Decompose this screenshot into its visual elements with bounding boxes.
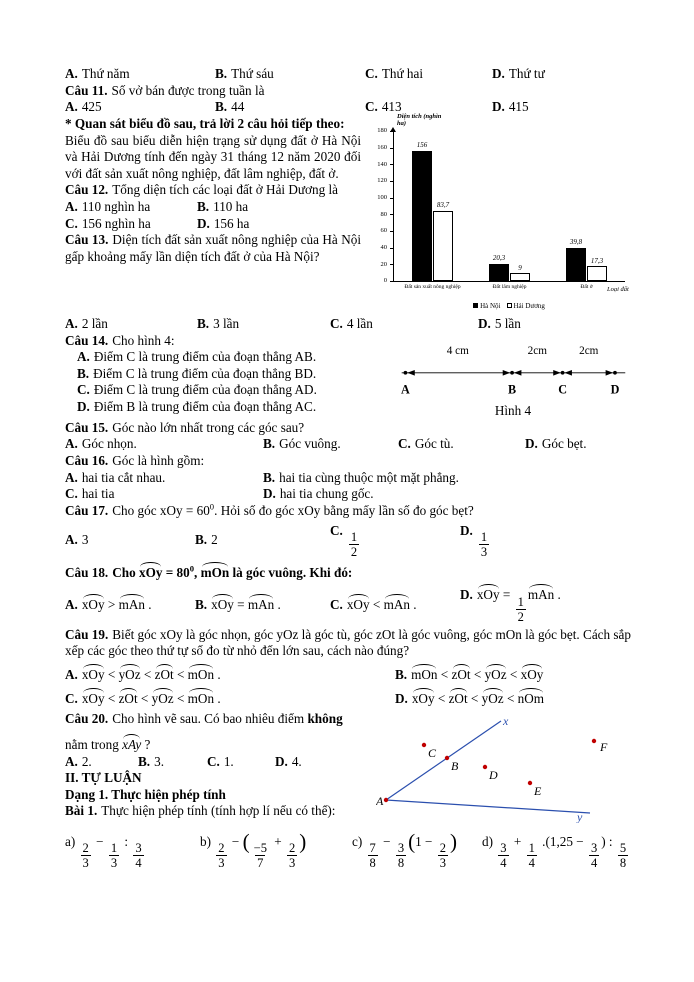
option-letter: C. [207, 753, 220, 769]
q18-options-row [65, 584, 631, 623]
option-d [275, 754, 376, 771]
option-text: xOy < mAn . [347, 597, 417, 612]
chart-legend [393, 302, 625, 311]
option-letter: A. [65, 667, 78, 683]
option-letter: C. [65, 690, 78, 706]
q14-text [65, 333, 395, 416]
q10-options-row [65, 66, 631, 83]
svg-text:x: x [503, 715, 509, 729]
option-text: 1. [223, 753, 234, 769]
expression-b: b) $\frac{2}{3}$ − ( $\frac{-5}{7}$ + $\frac{2}{3}$ ) [200, 829, 307, 871]
q16-options-row-2 [65, 486, 631, 503]
question-label: Câu 16. [65, 453, 109, 468]
question-text: Tổng diện tích các loại đất ở Hải Dương là [112, 182, 339, 198]
option-text: 156 nghìn ha [81, 215, 151, 231]
option-text: xOy < zOt < yOz < nOm [412, 691, 544, 706]
option-text: Thứ hai [381, 66, 424, 81]
option-letter: B. [138, 753, 151, 769]
chart-section-text [65, 116, 361, 266]
option-a [65, 470, 263, 487]
bar [433, 211, 453, 281]
option-text: Điểm B là trung điểm của đoạn thẳng AC. [93, 399, 317, 414]
option-letter: D. [263, 486, 276, 502]
y-tick-label: 20 [380, 260, 387, 268]
option-letter: B. [215, 99, 228, 115]
option-b [215, 99, 365, 116]
option-text: 425 [81, 99, 102, 115]
hinh4-figure-container [395, 333, 631, 420]
bar [489, 264, 509, 281]
question-15 [65, 420, 631, 437]
option-letter: D. [492, 99, 505, 115]
bai-1-label: Bài 1. [65, 803, 98, 819]
option-text: xOy < zOt < yOz < mOn . [82, 691, 221, 706]
option-d [197, 216, 361, 233]
option-text: Điểm C là trung điểm của đoạn thẳng AD. [93, 382, 317, 398]
option-text: 4. [291, 753, 302, 769]
option-text: hai tia cùng thuộc một mặt phẳng. [279, 469, 459, 485]
option-text: 3 [81, 532, 89, 548]
question-label: Câu 19. [65, 626, 109, 642]
option-text: 413 [381, 99, 402, 115]
bar-value-label: 17,3 [590, 256, 604, 265]
bar-value-label: 9 [518, 263, 522, 272]
option-text: hai tia cắt nhau. [81, 469, 166, 485]
category-label: Đất sản xuất nông nghiệp [404, 283, 461, 290]
option-text: Thứ năm [81, 66, 130, 81]
option-c [365, 66, 492, 83]
option-d [263, 486, 631, 503]
bai1-expressions-row [65, 829, 631, 871]
option-letter: C. [365, 99, 378, 115]
option-text: xOy > mAn . [82, 597, 152, 612]
option-letter: C. [330, 597, 343, 613]
question-18 [65, 562, 631, 582]
svg-text:E: E [534, 784, 542, 799]
option-text: Thứ tư [508, 66, 545, 81]
option-letter: C. [330, 522, 343, 538]
option-text: 2 [211, 532, 218, 548]
chart-title: Diện tích (nghìn ha) [397, 112, 442, 128]
bar-group [394, 132, 471, 290]
option-letter: C. [77, 382, 90, 398]
question-14 [65, 333, 395, 350]
option-text: $\frac{1}{2}$ [350, 529, 358, 559]
bar-value-label: 39,8 [569, 237, 583, 246]
option-b [263, 436, 398, 453]
angle-rays [386, 721, 590, 813]
legend-item: Hà Nội [473, 302, 500, 310]
option-text: 156 ha [213, 215, 250, 231]
svg-text:C: C [428, 746, 437, 761]
option-letter: A. [65, 469, 78, 485]
bar [587, 266, 607, 280]
option-d [478, 316, 631, 333]
q20-text [65, 711, 376, 820]
hinh4-figure [395, 341, 631, 399]
question-11 [65, 83, 631, 100]
option-letter: D. [460, 522, 473, 538]
section-2-title: II. TỰ LUẬN [65, 770, 142, 786]
option-text: Điểm C là trung điểm của đoạn thẳng AB. [93, 349, 317, 365]
option-a [65, 349, 395, 366]
option-d [65, 399, 395, 416]
svg-text:D: D [489, 768, 498, 783]
question-12 [65, 182, 361, 199]
q11-options-row [65, 99, 631, 116]
chart-x-axis-label: Loại đất [607, 285, 629, 293]
hinh4-caption: Hình 4 [494, 403, 532, 419]
option-text: hai tia chung gốc. [279, 486, 374, 502]
option-letter: B. [263, 436, 276, 452]
q13-options-row [65, 316, 631, 333]
option-letter: C. [65, 215, 78, 231]
svg-text:D: D [610, 381, 620, 396]
option-text: 5 lần [494, 315, 521, 331]
question-label: Câu 15. [65, 419, 109, 435]
option-text: 110 nghìn ha [81, 199, 151, 214]
option-letter: C. [65, 486, 78, 502]
option-letter: A. [65, 199, 78, 214]
option-letter: C. [365, 66, 378, 81]
option-a [65, 754, 138, 771]
option-b [138, 754, 207, 771]
option-letter: A. [65, 66, 78, 81]
measure-labels [447, 345, 599, 357]
svg-text:F: F [600, 740, 608, 755]
y-tick-label: 60 [380, 227, 387, 235]
y-tick-label: 160 [377, 144, 387, 152]
question-label: Câu 20. [65, 711, 109, 727]
option-text: Điểm C là trung điểm của đoạn thẳng BD. [93, 365, 317, 381]
svg-text:2cm: 2cm [527, 344, 547, 357]
svg-text:2cm: 2cm [579, 344, 599, 357]
option-letter: D. [197, 215, 210, 231]
option-text: Góc nhọn. [81, 436, 137, 452]
option-letter: A. [65, 436, 78, 452]
option-letter: B. [395, 667, 408, 683]
question-label: Câu 12. [65, 182, 109, 198]
expression-c: c) $\frac{7}{8}$ − $\frac{3}{8}$ (1 − $\frac{2}{3}$ ) [352, 829, 458, 871]
y-tick-label: 140 [377, 160, 387, 168]
bar-value-label: 156 [416, 141, 428, 150]
q20-section [65, 711, 631, 828]
option-letter: A. [65, 315, 78, 331]
option-a [65, 532, 195, 549]
q14-section [65, 333, 631, 420]
angle-xAy-figure [376, 715, 631, 823]
option-letter: D. [395, 690, 408, 706]
q12-options-row-2 [65, 216, 361, 233]
option-letter: A. [65, 99, 78, 115]
question-13 [65, 232, 361, 265]
land-use-bar-chart [369, 112, 631, 316]
bai-1-heading [65, 803, 376, 820]
option-b [395, 664, 631, 684]
question-text: Diện tích đất sản xuất nông nghiệp của Hà Nội gấp khoảng mấy lần diện tích đất ở của Hà Nội? [65, 232, 361, 264]
legend-item: Hải Dương [507, 302, 545, 310]
question-text: Cho hình vẽ sau. Có bao nhiêu điểm không [112, 711, 343, 727]
option-letter: B. [77, 365, 90, 381]
q19-options-row-1 [65, 664, 631, 684]
option-text: 3 lần [213, 315, 240, 331]
option-text: Góc tù. [414, 436, 454, 452]
option-letter: C. [398, 436, 411, 452]
bar [412, 151, 432, 281]
option-letter: A. [65, 532, 78, 548]
chart-y-axis [369, 127, 393, 285]
option-letter: A. [77, 349, 90, 365]
svg-text:4 cm: 4 cm [446, 344, 469, 357]
q19-options-row-2 [65, 688, 631, 708]
option-a [65, 316, 197, 333]
bar-value-label: 83,7 [436, 201, 450, 210]
option-letter: A. [65, 597, 78, 613]
option-letter: A. [65, 753, 78, 769]
chart-section [65, 112, 631, 316]
category-label: Đất ở [580, 283, 593, 290]
category-label: Đất lâm nghiệp [492, 283, 527, 290]
option-a [65, 664, 395, 684]
option-text: $\frac{1}{3}$ [480, 529, 488, 559]
option-a [65, 199, 197, 216]
option-c [207, 754, 275, 771]
option-a [65, 99, 215, 116]
option-c [65, 216, 197, 233]
option-letter: B. [263, 469, 276, 485]
svg-text:y: y [577, 810, 583, 824]
option-text: 415 [508, 99, 529, 115]
y-tick-label: 180 [377, 127, 387, 135]
option-a [65, 436, 263, 453]
option-c [65, 688, 395, 708]
question-label: Câu 11. [65, 82, 108, 98]
option-text: hai tia [81, 486, 115, 502]
option-letter: B. [197, 315, 210, 331]
option-letter: B. [195, 532, 208, 548]
option-b [197, 199, 361, 216]
option-b [195, 532, 330, 549]
option-letter: B. [215, 66, 228, 81]
option-c [398, 436, 525, 453]
option-c [330, 523, 460, 559]
bar-value-label: 20,3 [492, 254, 506, 263]
svg-text:B: B [508, 381, 517, 396]
question-text: Cho xOy = $80^0$, mOn là góc vuông. Khi đó: [112, 563, 353, 580]
question-label: Câu 14. [65, 332, 109, 348]
y-tick-label: 0 [383, 277, 387, 285]
option-d [492, 99, 631, 116]
svg-text:C: C [558, 381, 567, 396]
option-letter: D. [460, 587, 473, 603]
option-b [215, 66, 365, 83]
option-text: xOy < yOz < zOt < mOn . [82, 667, 221, 682]
option-d [525, 436, 631, 453]
y-tick-label: 40 [380, 244, 387, 252]
q20-options-row [65, 754, 376, 771]
option-letter: B. [197, 199, 210, 214]
question-19 [65, 627, 631, 660]
question-17 [65, 503, 631, 520]
question-label: Câu 13. [65, 232, 109, 248]
question-text: Góc nào lớn nhất trong các góc sau? [112, 419, 305, 435]
option-c [330, 594, 460, 614]
y-tick-label: 100 [377, 194, 387, 202]
bar [566, 248, 586, 281]
expression-a: a) $\frac{2}{3}$ − $\frac{1}{3}$ : $\frac{3}{4}$ [65, 833, 142, 871]
option-text: 2. [81, 753, 92, 769]
question-text: Góc là hình gồm: [112, 453, 205, 468]
option-b [65, 366, 395, 383]
q17-options-row [65, 523, 631, 559]
question-text: Cho hình 4: [112, 332, 175, 348]
option-d [460, 523, 631, 559]
option-b [263, 470, 631, 487]
option-text: 44 [231, 99, 245, 115]
option-letter: D. [275, 753, 288, 769]
option-text: xOy = $\frac{1}{2}$ mAn . [477, 587, 561, 602]
option-text: mOn < zOt < yOz < xOy [411, 667, 543, 682]
option-c [330, 316, 478, 333]
expression-d: d) $\frac{3}{4}$ + $\frac{1}{4}$ .(1,25 − $\frac{3}{4}$ ) : $\frac{5}{8}$ [482, 833, 627, 871]
option-letter: B. [195, 597, 208, 613]
option-b [197, 316, 330, 333]
option-text: 4 lần [346, 315, 373, 331]
option-letter: D. [492, 66, 505, 81]
option-letter: D. [77, 399, 90, 414]
option-d [492, 66, 631, 83]
option-a [65, 66, 215, 83]
question-label: Câu 17. [65, 502, 109, 518]
question-20-line2 [65, 734, 376, 754]
point-labels [401, 382, 620, 396]
option-b [195, 594, 330, 614]
option-text: 3. [154, 753, 164, 769]
q12-options-row-1 [65, 199, 361, 216]
option-d [460, 584, 631, 623]
option-a [65, 594, 195, 614]
option-letter: D. [525, 436, 538, 452]
question-text: Cho góc xOy = $60^0$. Hỏi số đo góc xOy bằng mấy lần số đo góc bẹt? [112, 501, 474, 518]
question-text: Số vở bán được trong tuần là [111, 82, 265, 98]
angle-figure-container [376, 711, 631, 828]
question-label: Câu 18. [65, 564, 109, 580]
bai-1-text: Thực hiện phép tính (tính hợp lí nếu có thể): [101, 803, 336, 819]
y-tick-label: 80 [380, 210, 387, 218]
dang-1-title: Dạng 1. Thực hiện phép tính [65, 786, 226, 802]
option-d [395, 688, 631, 708]
svg-text:B: B [451, 759, 459, 774]
bar-group [471, 132, 548, 290]
option-letter: C. [330, 315, 343, 331]
question-16 [65, 453, 631, 470]
legend-swatch [473, 303, 478, 308]
q16-options-row-1 [65, 470, 631, 487]
question-text: Biết góc xOy là góc nhọn, góc yOz là góc tù, góc zOt là góc vuông, góc mOn là góc bẹt. Cách sắp xếp các góc theo thứ tự số đo từ nhỏ đến lớn sau, cách nào đúng? [65, 626, 632, 659]
option-text: Góc vuông. [279, 436, 341, 452]
chart-intro-body: Biểu đồ sau biểu diễn hiện trạng sử dụng đất ở Hà Nội và Hải Dương tính đến ngày 31 tháng 12 năm 2020 đối với đất sản xuất nông nghiệp, đất lâm nghiệp, đất ở. [65, 132, 361, 181]
option-c [65, 486, 263, 503]
question-text: nằm trong xAy ? [65, 737, 150, 752]
legend-swatch [507, 303, 512, 308]
option-letter: D. [478, 315, 491, 331]
option-c [65, 382, 395, 399]
chart-intro-title: * Quan sát biểu đồ sau, trả lời 2 câu hỏi tiếp theo: [65, 115, 345, 131]
svg-text:A: A [376, 794, 384, 809]
option-text: 2 lần [81, 315, 108, 331]
option-text: Thứ sáu [231, 66, 274, 81]
svg-text:A: A [401, 381, 410, 396]
option-text: xOy = mAn . [211, 597, 281, 612]
option-text: 110 ha [213, 199, 249, 214]
bar [510, 273, 530, 281]
option-text: Góc bẹt. [541, 436, 587, 452]
y-tick-label: 120 [377, 177, 387, 185]
q15-options-row [65, 436, 631, 453]
question-20 [65, 711, 376, 728]
